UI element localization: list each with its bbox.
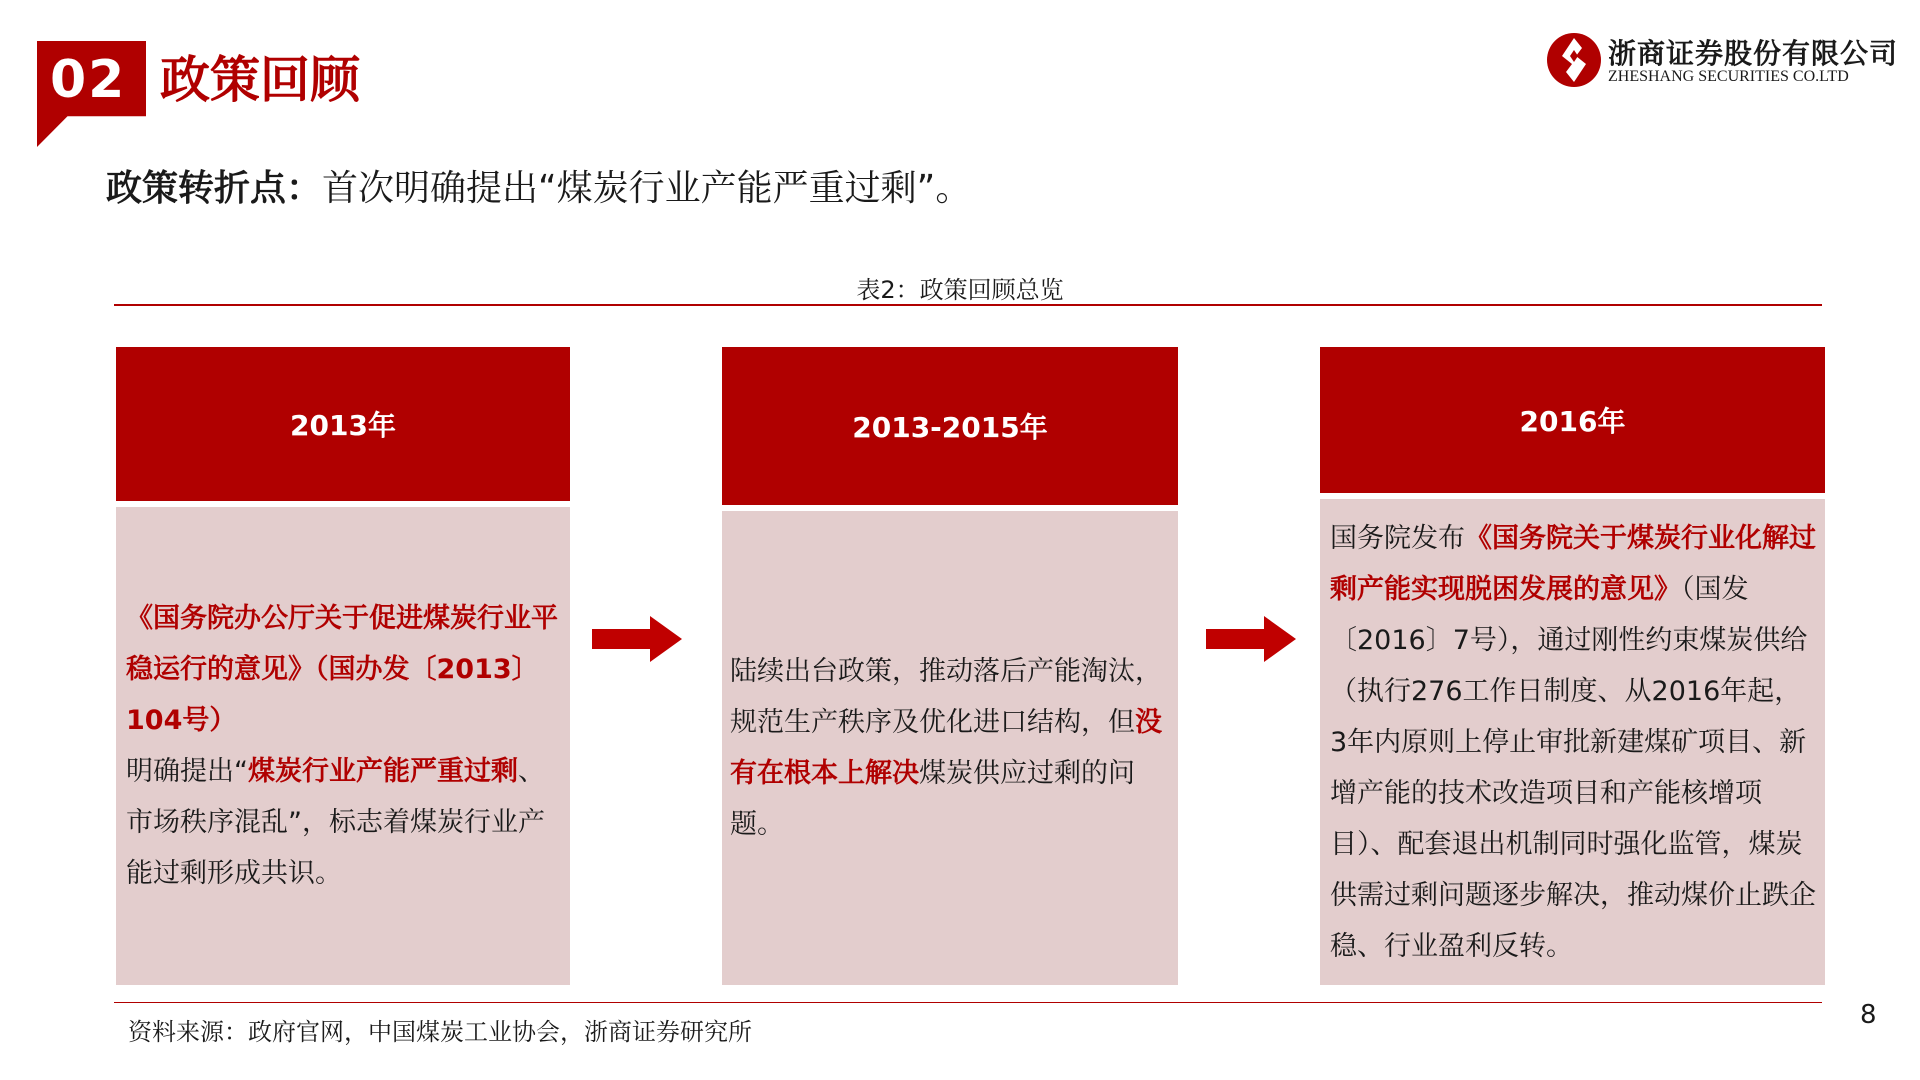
column-body-2013-2015 — [722, 511, 1178, 985]
subheading-text: 首次明确提出“煤炭行业产能严重过剩”。 — [322, 168, 972, 209]
brand-logo — [1546, 32, 1899, 92]
column-header-2016: 2016年 — [1320, 347, 1825, 493]
highlight-text: 煤炭行业产能严重过剩 — [248, 756, 518, 787]
section-title: 政策回顾 — [160, 51, 360, 109]
column-body-2013 — [116, 507, 570, 985]
body-text: 陆续出台政策，推动落后产能淘汰，规范生产秩序及优化进口结构，但 — [730, 656, 1162, 738]
arrow-right-icon — [592, 616, 682, 662]
body-text: 国务院发布 — [1330, 522, 1465, 554]
body-text: （国发〔2016〕7号），通过刚性约束煤炭供给（执行276工作日制度、从2016年起，3年内原则上停止审批新建煤矿项目、新增产能的技术改造项目和产能核增项目）、配套退出机制同时强化监管，煤炭供需过剩问题逐步解决，推动煤价止跌企稳、行业盈利反转。 — [1330, 573, 1816, 962]
column-body-2016 — [1320, 499, 1825, 985]
subheading — [106, 160, 971, 211]
table-title: 表2：政策回顾总览 — [856, 276, 1064, 304]
subheading-label: 政策转折点： — [106, 168, 323, 209]
body-text: 煤炭供应过剩的问题。 — [730, 758, 1135, 840]
arrow-right-icon — [1206, 616, 1296, 662]
section-number: 02 — [50, 50, 127, 110]
column-header-2013: 2013年 — [116, 347, 570, 501]
table-bottom-rule — [114, 1002, 1822, 1003]
highlight-text: 没有在根本上解决 — [730, 707, 1162, 789]
brand-name-cn: 浙商证券股份有限公司 — [1608, 37, 1899, 70]
column-text — [126, 593, 560, 899]
highlight-text: 《国务院办公厅关于促进煤炭行业平稳运行的意见》（国办发〔2013〕104号） — [126, 603, 558, 736]
body-text: 、市场秩序混乱”，标志着煤炭行业产能过剩形成共识。 — [126, 756, 545, 889]
column-header-2013-2015: 2013-2015年 — [722, 347, 1178, 505]
zheshang-logo-icon — [1546, 32, 1602, 88]
page-number: 8 — [1860, 1000, 1877, 1030]
column-text — [730, 646, 1170, 850]
brand-name-en: ZHESHANG SECURITIES CO.LTD — [1608, 68, 1849, 85]
source-note: 资料来源：政府官网，中国煤炭工业协会，浙商证券研究所 — [128, 1018, 752, 1046]
body-text: 明确提出“ — [126, 756, 248, 787]
column-text — [1330, 513, 1817, 972]
table-top-rule — [114, 304, 1822, 306]
highlight-text: 《国务院关于煤炭行业化解过剩产能实现脱困发展的意见》 — [1330, 522, 1816, 605]
